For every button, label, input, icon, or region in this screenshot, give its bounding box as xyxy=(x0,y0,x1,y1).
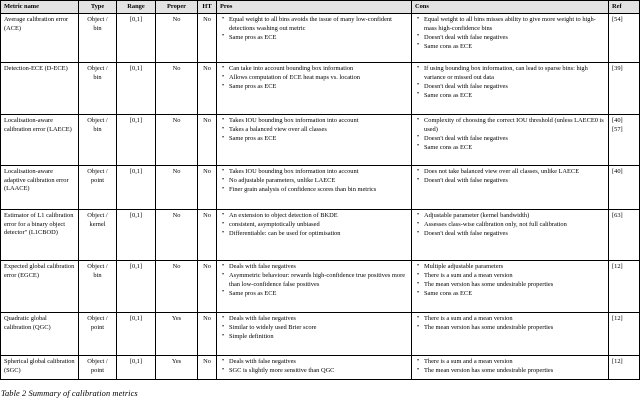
cell-type: Object / bin xyxy=(79,115,117,166)
list-item: • There is a sum and a mean version xyxy=(424,315,605,323)
table-row xyxy=(1,115,640,166)
cell-ref: [54] xyxy=(609,14,640,63)
cell-range: [0,1] xyxy=(117,115,156,166)
cell-metric-name: Localisation-aware calibration error (LAECE) xyxy=(1,115,79,166)
table-header xyxy=(1,1,640,14)
cell-metric-name: Estimator of L1 calibration error for a binary object detector" (L1CBOD) xyxy=(1,210,79,261)
cell-metric-name: Detection-ECE (D-ECE) xyxy=(1,63,79,115)
cell-metric-name: Spherical global calibration (SGC) xyxy=(1,356,79,380)
cell-ref: [12] xyxy=(609,261,640,313)
cell-ht: No xyxy=(198,63,217,115)
table-header-row xyxy=(1,1,640,14)
cell-cons-list xyxy=(415,168,605,185)
cell-cons-list xyxy=(415,117,605,152)
list-item: • Similar to widely used Brier score xyxy=(229,324,408,332)
list-item: • Equal weight to all bins misses ability to give more weight to high-mass high-confidence bins xyxy=(424,16,605,33)
table-row xyxy=(1,313,640,356)
list-item: • Differentiable: can be used for optimisation xyxy=(229,230,408,238)
list-item: • Equal weight to all bins avoids the issue of many low-confident detections washing out metric xyxy=(229,16,408,33)
cell-ht: No xyxy=(198,261,217,313)
cell-type: Object / bin xyxy=(79,261,117,313)
cell-cons-list xyxy=(415,358,605,375)
cell-pros xyxy=(217,115,412,166)
cell-ref: [12] xyxy=(609,356,640,380)
cell-type: Object / kernel xyxy=(79,210,117,261)
cell-ht: No xyxy=(198,356,217,380)
list-item: • Same cons as ECE xyxy=(424,290,605,298)
list-item: • Does not take balanced view over all classes, unlike LAECE xyxy=(424,168,605,176)
list-item: • Same cons as ECE xyxy=(424,144,605,152)
cell-pros xyxy=(217,14,412,63)
cell-range: [0,1] xyxy=(117,63,156,115)
list-item: • If using bounding box information, can lead to sparse bins: high variance or missed out data xyxy=(424,65,605,82)
list-item: • Takes IOU bounding box information into account xyxy=(229,168,408,176)
cell-type: Object / bin xyxy=(79,14,117,63)
list-item: • Doesn't deal with false negatives xyxy=(424,230,605,238)
list-item: • Doesn't deal with false negatives xyxy=(424,135,605,143)
list-item: • Same pros as ECE xyxy=(229,135,408,143)
cell-proper: No xyxy=(156,261,198,313)
cell-pros-list xyxy=(220,117,408,143)
cell-pros-list xyxy=(220,16,408,42)
cell-metric-name: Expected global calibration error (EGCE) xyxy=(1,261,79,313)
cell-ht: No xyxy=(198,115,217,166)
cell-proper: No xyxy=(156,63,198,115)
cell-cons-list xyxy=(415,16,605,51)
cell-proper: No xyxy=(156,115,198,166)
list-item: • Doesn't deal with false negatives xyxy=(424,83,605,91)
cell-cons-list xyxy=(415,212,605,238)
column-header-range: Range xyxy=(117,1,156,14)
cell-pros xyxy=(217,261,412,313)
list-item: • The mean version has some undesirable properties xyxy=(424,324,605,332)
list-item: • Can take into account bounding box information xyxy=(229,65,408,73)
table-row xyxy=(1,356,640,380)
cell-ht: No xyxy=(198,210,217,261)
cell-type: Object / point xyxy=(79,313,117,356)
column-header-ref: Ref xyxy=(609,1,640,14)
list-item: • Adjustable parameter (kernel bandwidth) xyxy=(424,212,605,220)
column-header-metric-name: Metric name xyxy=(1,1,79,14)
column-header-cons: Cons xyxy=(412,1,609,14)
cell-range: [0,1] xyxy=(117,313,156,356)
column-header-type: Type xyxy=(79,1,117,14)
cell-ht: No xyxy=(198,313,217,356)
list-item: • The mean version has some undesirable properties xyxy=(424,281,605,289)
cell-cons xyxy=(412,210,609,261)
list-item: • consistent, asymptotically unbiased xyxy=(229,221,408,229)
list-item: • Same cons as ECE xyxy=(424,43,605,51)
cell-cons-list xyxy=(415,263,605,298)
list-item: • Deals with false negatives xyxy=(229,263,408,271)
cell-range: [0,1] xyxy=(117,356,156,380)
table-row xyxy=(1,166,640,210)
list-item: • Doesn't deal with false negatives xyxy=(424,34,605,42)
table-body xyxy=(1,14,640,380)
list-item: • Doesn't deal with false negatives xyxy=(424,177,605,185)
cell-pros-list xyxy=(220,263,408,298)
cell-ref: [40] [57] xyxy=(609,115,640,166)
cell-ref: [63] xyxy=(609,210,640,261)
list-item: • There is a sum and a mean version xyxy=(424,358,605,366)
cell-pros-list xyxy=(220,358,408,375)
list-item: • Finer grain analysis of confidence scores than bin metrics xyxy=(229,186,408,194)
cell-ht: No xyxy=(198,14,217,63)
cell-cons xyxy=(412,261,609,313)
cell-cons xyxy=(412,313,609,356)
cell-cons xyxy=(412,166,609,210)
cell-ref: [40] xyxy=(609,166,640,210)
cell-ref: [39] xyxy=(609,63,640,115)
cell-ht: No xyxy=(198,166,217,210)
list-item: • An extension to object detection of BKDE xyxy=(229,212,408,220)
list-item: • Deals with false negatives xyxy=(229,315,408,323)
cell-cons-list xyxy=(415,315,605,332)
list-item: • Simple definition xyxy=(229,333,408,341)
cell-range: [0,1] xyxy=(117,14,156,63)
cell-cons xyxy=(412,14,609,63)
cell-metric-name: Quadratic global calibration (QGC) xyxy=(1,313,79,356)
cell-proper: Yes xyxy=(156,313,198,356)
list-item: • Takes IOU bounding box information into account xyxy=(229,117,408,125)
cell-type: Object / bin xyxy=(79,63,117,115)
cell-pros xyxy=(217,313,412,356)
cell-pros xyxy=(217,63,412,115)
list-item: • Same cons as ECE xyxy=(424,92,605,100)
cell-pros-list xyxy=(220,212,408,238)
column-header-pros: Pros xyxy=(217,1,412,14)
list-item: • Allows computation of ECE heat maps vs. location xyxy=(229,74,408,82)
cell-pros-list xyxy=(220,315,408,341)
list-item: • Asymmetric behaviour: rewards high-confidence true positives more than low-confidence false positives xyxy=(229,272,408,289)
cell-pros-list xyxy=(220,65,408,91)
cell-cons-list xyxy=(415,65,605,100)
list-item: • No adjustable parameters, unlike LAECE xyxy=(229,177,408,185)
column-header-proper: Proper xyxy=(156,1,198,14)
list-item: • Assesses class-wise calibration only, not full calibration xyxy=(424,221,605,229)
cell-range: [0,1] xyxy=(117,166,156,210)
column-header-ht: HT xyxy=(198,1,217,14)
list-item: • SGC is slightly more sensitive than QGC xyxy=(229,367,408,375)
cell-proper: No xyxy=(156,210,198,261)
list-item: • Same pros as ECE xyxy=(229,83,408,91)
cell-metric-name: Localisation-aware adaptive calibration error (LAACE) xyxy=(1,166,79,210)
cell-range: [0,1] xyxy=(117,210,156,261)
cell-pros-list xyxy=(220,168,408,194)
cell-pros xyxy=(217,356,412,380)
cell-metric-name: Average calibration error (ACE) xyxy=(1,14,79,63)
table-caption: Table 2 Summary of calibration metrics xyxy=(1,389,138,399)
table-row xyxy=(1,63,640,115)
cell-ref: [12] xyxy=(609,313,640,356)
list-item: • Complexity of choosing the correct IOU threshold (unless LAECE0 is used) xyxy=(424,117,605,134)
cell-proper: Yes xyxy=(156,356,198,380)
cell-type: Object / point xyxy=(79,166,117,210)
cell-pros xyxy=(217,166,412,210)
list-item: • Same pros as ECE xyxy=(229,290,408,298)
list-item: • Deals with false negatives xyxy=(229,358,408,366)
cell-pros xyxy=(217,210,412,261)
list-item: • The mean version has some undesirable properties xyxy=(424,367,605,375)
cell-cons xyxy=(412,356,609,380)
table-row xyxy=(1,210,640,261)
list-item: • Multiple adjustable parameters xyxy=(424,263,605,271)
table-row xyxy=(1,261,640,313)
table-row xyxy=(1,14,640,63)
cell-proper: No xyxy=(156,14,198,63)
cell-range: [0,1] xyxy=(117,261,156,313)
list-item: • There is a sum and a mean version xyxy=(424,272,605,280)
cell-proper: No xyxy=(156,166,198,210)
list-item: • Takes a balanced view over all classes xyxy=(229,126,408,134)
list-item: • Same pros as ECE xyxy=(229,34,408,42)
cell-type: Object / point xyxy=(79,356,117,380)
cell-cons xyxy=(412,63,609,115)
cell-cons xyxy=(412,115,609,166)
